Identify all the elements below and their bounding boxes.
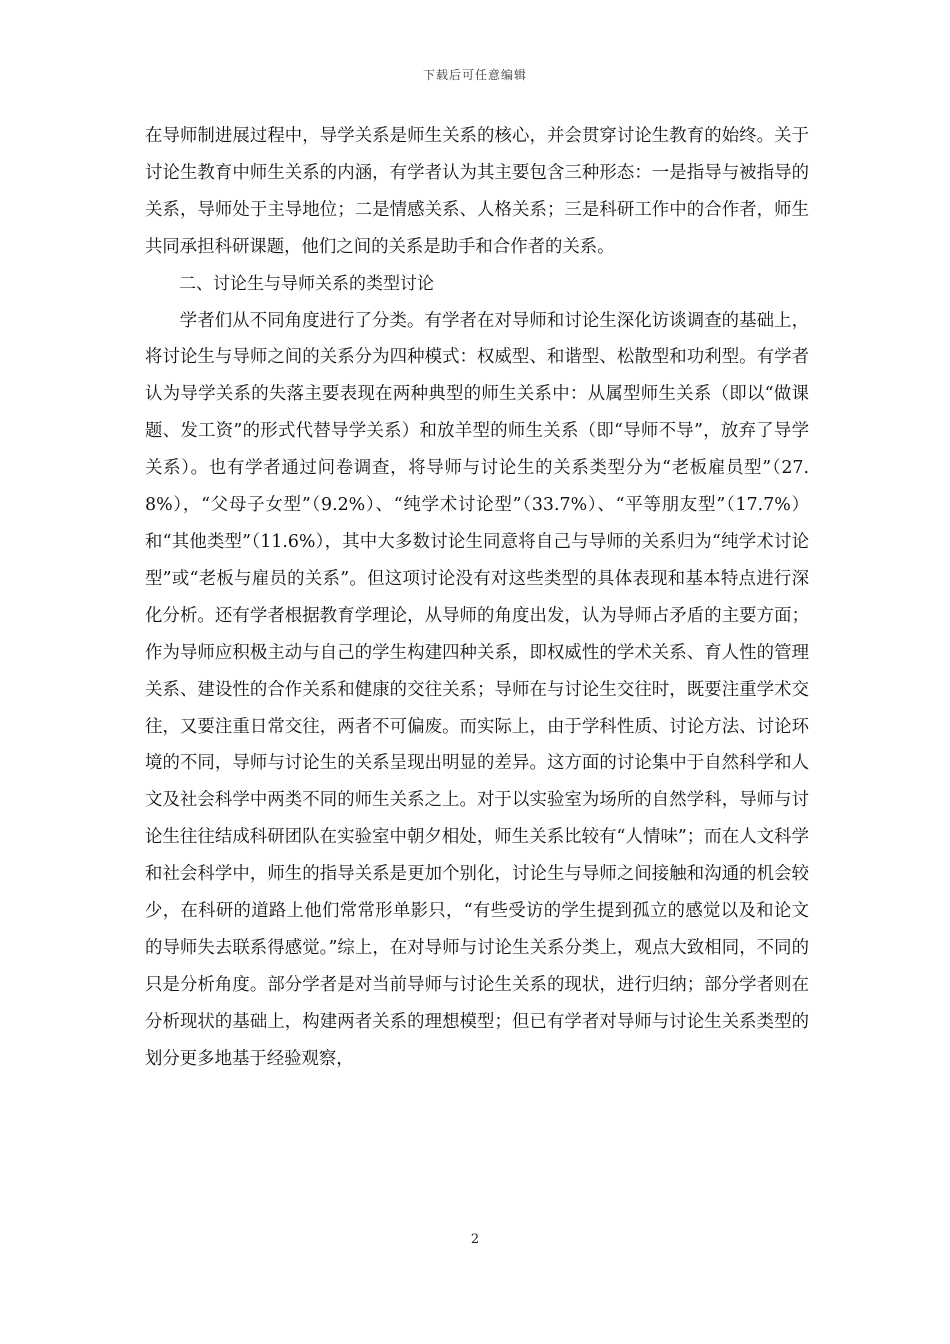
- page-number: 2: [470, 1232, 480, 1247]
- document-body: [145, 118, 809, 1078]
- paragraph-types: 学者们从不同角度进行了分类。有学者在对导师和讨论生深化访谈调查的基础上，将讨论生与导师之间的关系分为四种模式：权威型、和谐型、松散型和功利型。有学者认为导学关系的失落主要表现在两种典型的师生关系中：从属型师生关系（即以“做课题、发工资”的形式代替导学关系）和放羊型的师生关系（即“导师不导”，放弃了导学关系）。也有学者通过问卷调查，将导师与讨论生的关系类型分为“老板雇员型”（27.8%），“父母子女型”（9.2%）、“纯学术讨论型”（33.7%）、“平等朋友型”（17.7%）和“其他类型”（11.6%），其中大多数讨论生同意将自己与导师的关系归为“纯学术讨论型”或“老板与雇员的关系”。但这项讨论没有对这些类型的具体表现和基本特点进行深化分析。还有学者根据教育学理论，从导师的角度出发，认为导师占矛盾的主要方面；作为导师应积极主动与自己的学生构建四种关系，即权威性的学术关系、育人性的管理关系、建设性的合作关系和健康的交往关系；导师在与讨论生交往时，既要注重学术交往，又要注重日常交往，两者不可偏废。而实际上，由于学科性质、讨论方法、讨论环境的不同，导师与讨论生的关系呈现出明显的差异。这方面的讨论集中于自然科学和人文及社会科学中两类不同的师生关系之上。对于以实验室为场所的自然学科，导师与讨论生往往结成科研团队在实验室中朝夕相处，师生关系比较有“人情味”；而在人文科学和社会科学中，师生的指导关系是更加个别化，讨论生与导师之间接触和沟通的机会较少，在科研的道路上他们常常形单影只，“有些受访的学生提到孤立的感觉以及和论文的导师失去联系得感觉。”综上，在对导师与讨论生关系分类上，观点大致相同，不同的只是分析角度。部分学者是对当前导师与讨论生关系的现状，进行归纳；部分学者则在分析现状的基础上，构建两者关系的理想模型；但已有学者对导师与讨论生关系类型的划分更多地基于经验观察，: [145, 310, 809, 1069]
- paragraph-intro: 在导师制进展过程中，导学关系是师生关系的核心，并会贯穿讨论生教育的始终。关于讨论生教育中师生关系的内涵，有学者认为其主要包含三种形态：一是指导与被指导的关系，导师处于主导地位；二是情感关系、人格关系；三是科研工作中的合作者，师生共同承担科研课题，他们之间的关系是助手和合作者的关系。: [145, 126, 809, 257]
- section-heading: 二、讨论生与导师关系的类型讨论: [179, 273, 434, 294]
- page-header: 下载后可任意编辑: [422, 68, 527, 82]
